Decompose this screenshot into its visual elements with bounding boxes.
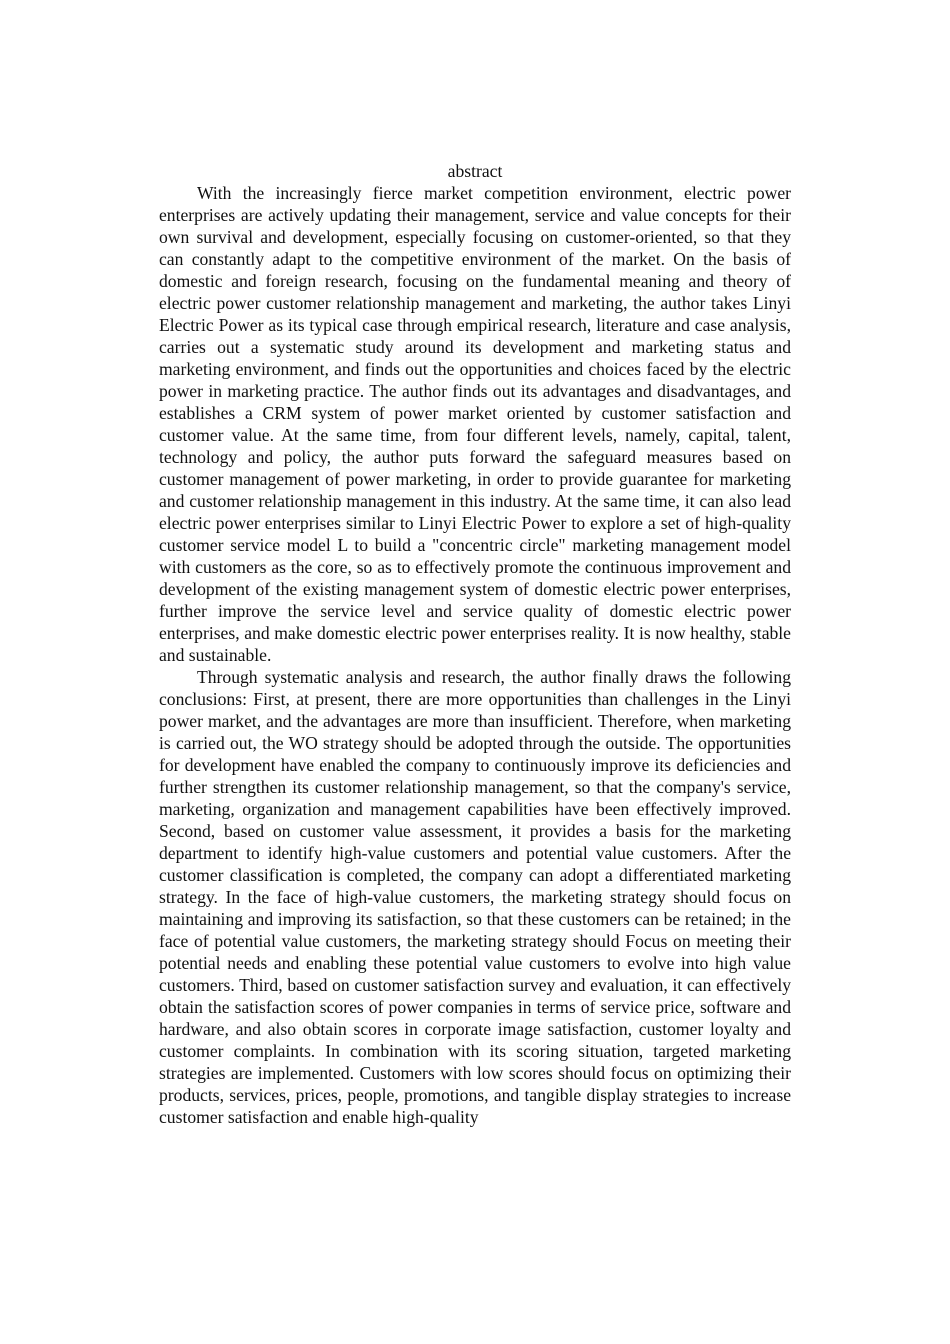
abstract-paragraph-1: With the increasingly fierce market competition environment, electric power enterprises are actively updating their management, service and value concepts for their own survival and development, especially focusing on customer-oriented, so that they can constantly adapt to the competitive environment of the market. On the basis of domestic and foreign research, focusing on the fundamental meaning and theory of electric power customer relationship management and marketing, the author takes Linyi Electric Power as its typical case through empirical research, literature and case analysis, carries out a systematic study around its development and marketing status and marketing environment, and finds out the opportunities and choices faced by the electric power in marketing practice. The author finds out its advantages and disadvantages, and establishes a CRM system of power market oriented by customer satisfaction and customer value. At the same time, from four different levels, namely, capital, talent, technology and policy, the author puts forward the safeguard measures based on customer management of power marketing, in order to provide guarantee for marketing and customer relationship management in this industry. At the same time, it can also lead electric power enterprises similar to Linyi Electric Power to explore a set of high-quality customer service model L to build a "concentric circle" marketing management model with customers as the core, so as to effectively promote the continuous improvement and development of the existing management system of domestic electric power enterprises, further improve the service level and service quality of domestic electric power enterprises, and make domestic electric power enterprises reality. It is now healthy, stable and sustainable. [159,183,791,665]
abstract-section [159,160,791,1128]
page-title: abstract [447,161,503,181]
abstract-paragraph-2: Through systematic analysis and research, the author finally draws the following conclusions: First, at present, there are more opportunities than challenges in the Linyi power market, and the advantages are more than insufficient. Therefore, when marketing is carried out, the WO strategy should be adopted through the outside. The opportunities for development have enabled the company to continuously improve its deficiencies and further strengthen its customer relationship management, so that the company's service, marketing, organization and management capabilities have been effectively improved. Second, based on customer value assessment, it provides a basis for the marketing department to identify high-value customers and potential value customers. After the customer classification is completed, the company can adopt a differentiated marketing strategy. In the face of high-value customers, the marketing strategy should focus on maintaining and improving its satisfaction, so that these customers can be retained; in the face of potential value customers, the marketing strategy should Focus on meeting their potential needs and enabling these potential value customers to evolve into high value customers. Third, based on customer satisfaction survey and evaluation, it can effectively obtain the satisfaction scores of power companies in terms of service price, software and hardware, and also obtain scores in corporate image satisfaction, customer loyalty and customer complaints. In combination with its scoring situation, targeted marketing strategies are implemented. Customers with low scores should focus on optimizing their products, services, prices, people, promotions, and tangible display strategies to increase customer satisfaction and enable high-quality [159,667,791,1127]
